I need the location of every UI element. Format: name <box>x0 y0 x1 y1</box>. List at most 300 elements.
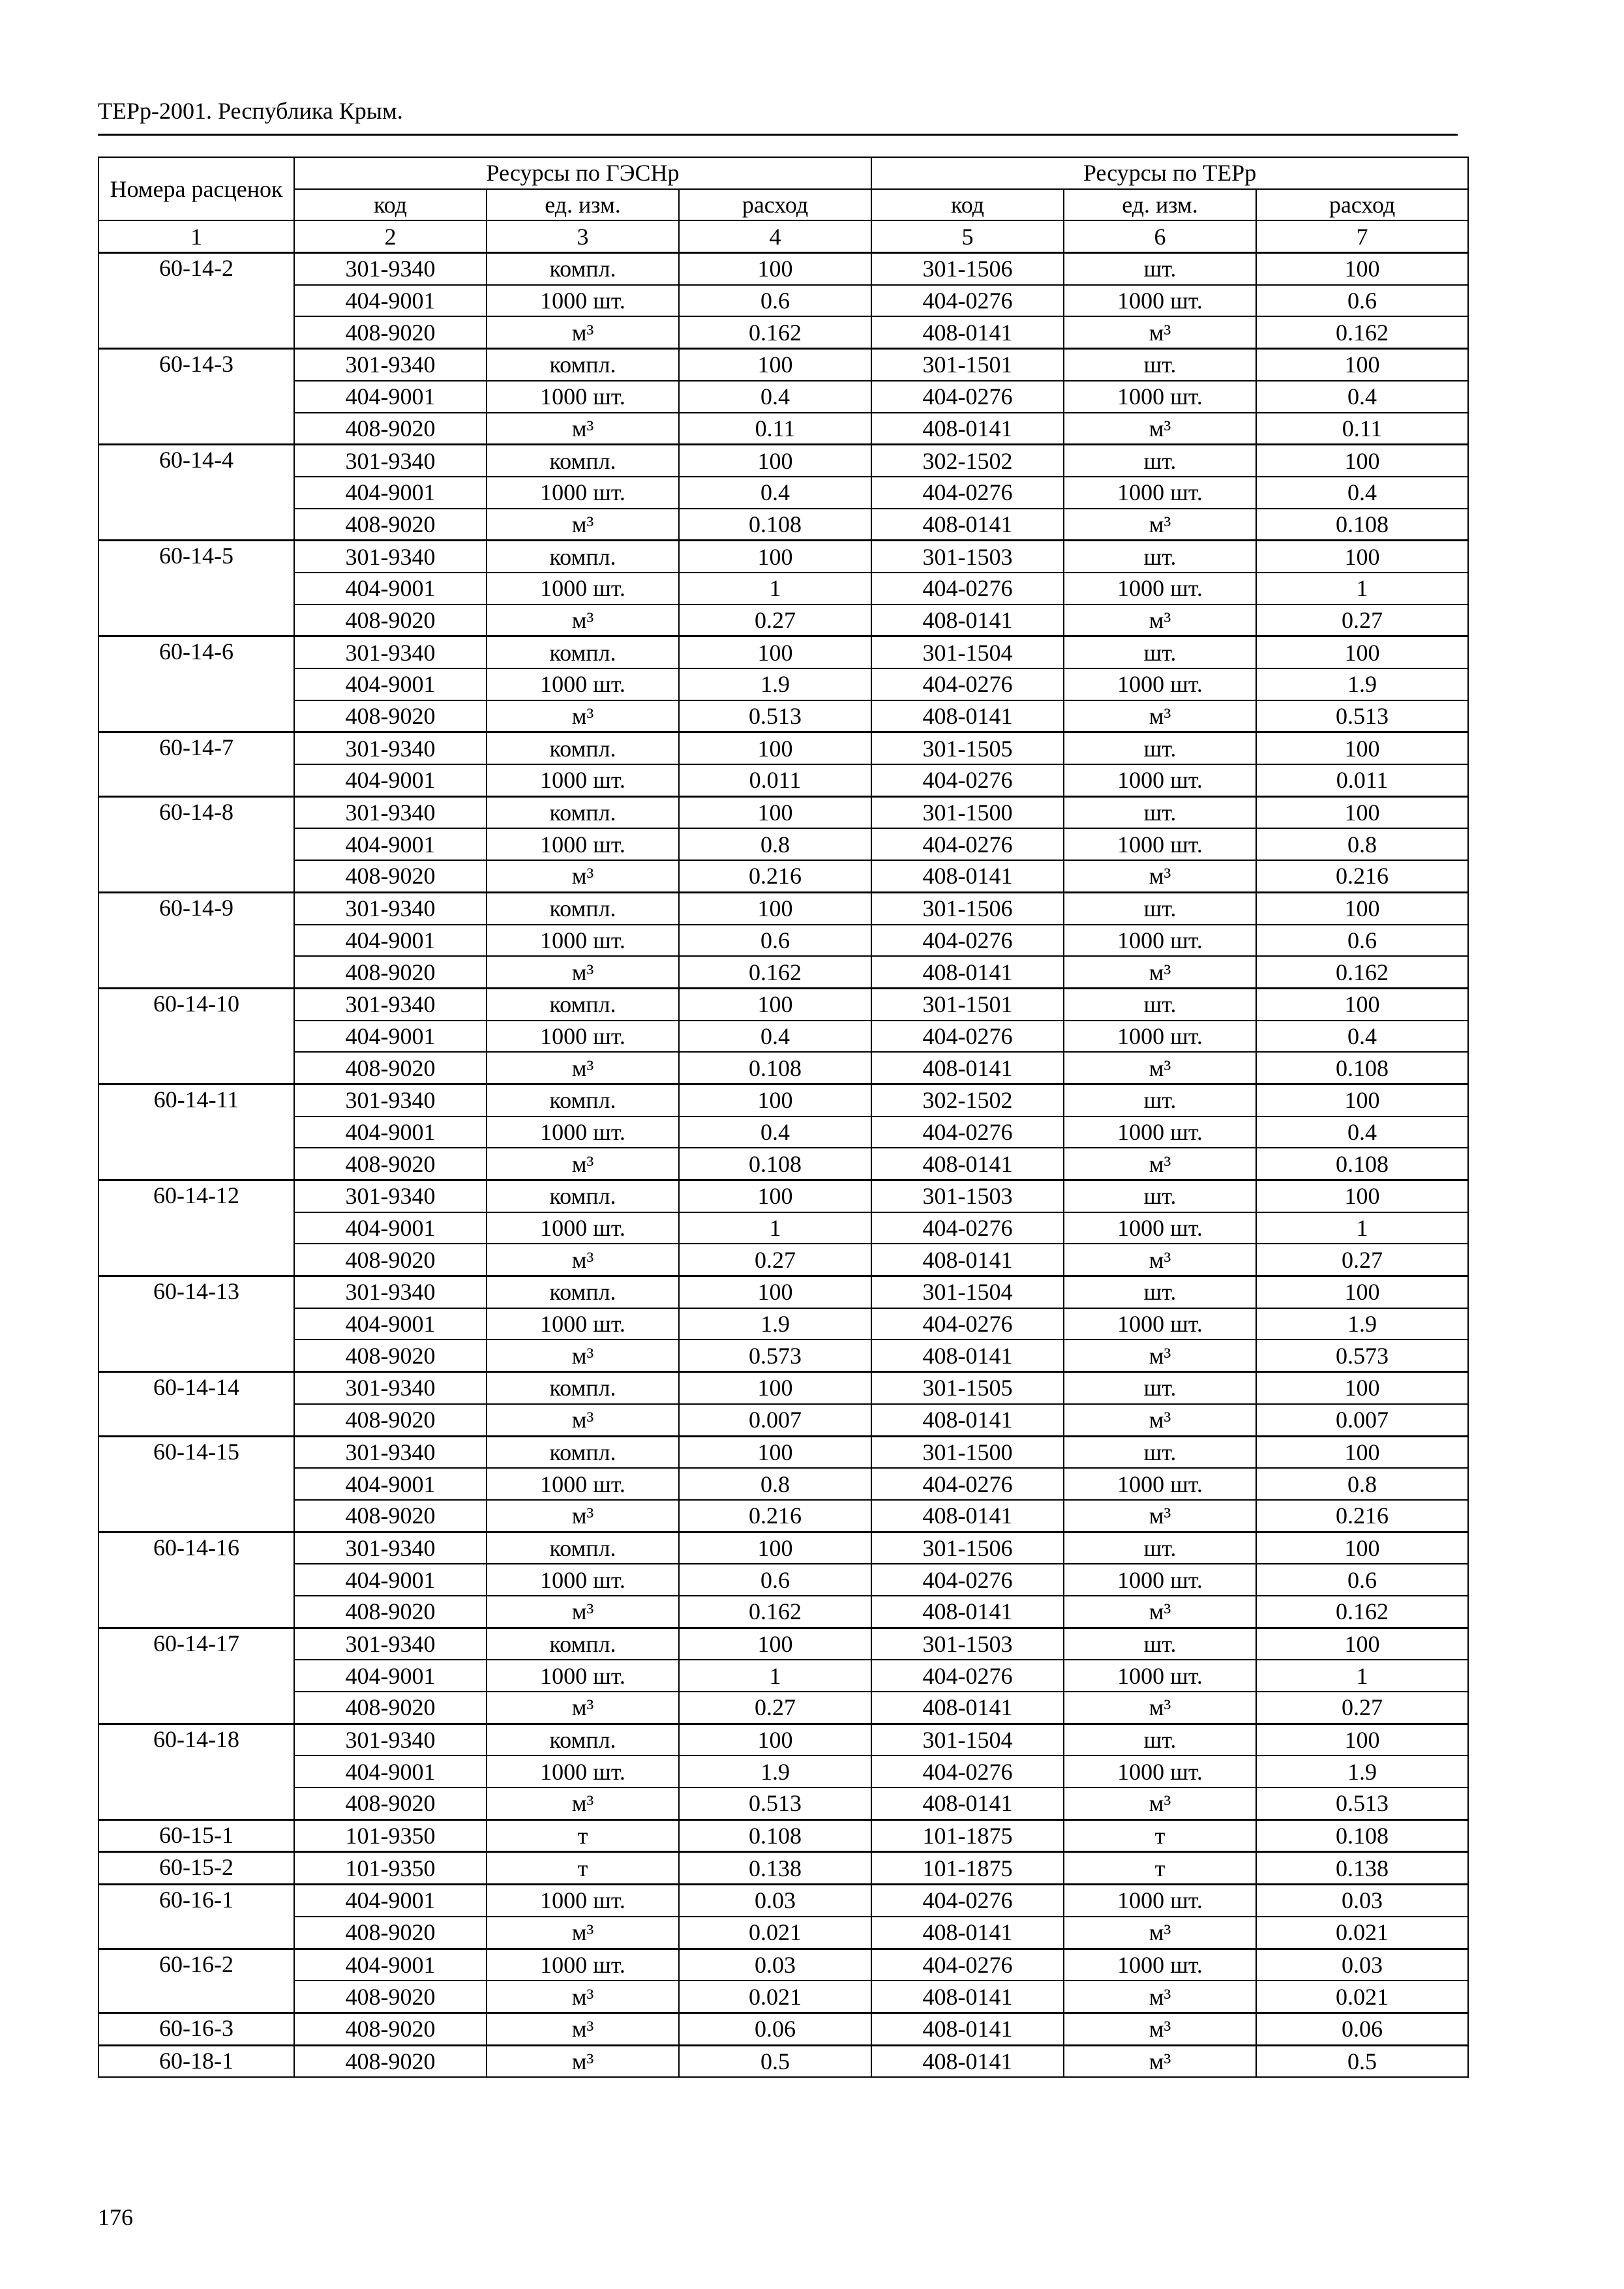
amount-gesn-cell: 0.6 <box>679 285 871 317</box>
rate-number-cell: 60-15-2 <box>98 1852 294 1885</box>
code-ter-cell: 302-1502 <box>871 445 1064 477</box>
header-amount-ter: расход <box>1256 189 1468 221</box>
unit-gesn-cell: м³ <box>487 605 679 636</box>
amount-gesn-cell: 0.162 <box>679 316 871 348</box>
table-row <box>98 1917 1468 1949</box>
code-ter-cell: 404-0276 <box>871 381 1064 413</box>
unit-gesn-cell: компл. <box>487 636 679 668</box>
code-ter-cell: 408-0141 <box>871 509 1064 541</box>
amount-ter-cell: 0.162 <box>1256 316 1468 348</box>
table-row <box>98 1148 1468 1180</box>
amount-ter-cell: 0.021 <box>1256 1981 1468 2012</box>
amount-gesn-cell: 0.216 <box>679 860 871 892</box>
rate-number-cell: 60-14-17 <box>98 1628 294 1724</box>
unit-gesn-cell: компл. <box>487 1084 679 1116</box>
code-ter-cell: 408-0141 <box>871 316 1064 348</box>
unit-gesn-cell: м³ <box>487 316 679 348</box>
amount-ter-cell: 0.27 <box>1256 605 1468 636</box>
amount-gesn-cell: 0.03 <box>679 1949 871 1981</box>
unit-ter-cell: шт. <box>1064 1724 1256 1756</box>
unit-ter-cell: м³ <box>1064 700 1256 732</box>
table-row <box>98 1852 1468 1885</box>
table-row <box>98 668 1468 700</box>
code-gesn-cell: 404-9001 <box>294 1468 487 1500</box>
column-number: 7 <box>1256 220 1468 252</box>
amount-ter-cell: 0.5 <box>1256 2045 1468 2077</box>
table-row <box>98 1308 1468 1340</box>
rate-number-cell: 60-18-1 <box>98 2045 294 2077</box>
code-gesn-cell: 301-9340 <box>294 1436 487 1468</box>
code-gesn-cell: 408-9020 <box>294 860 487 892</box>
amount-gesn-cell: 0.011 <box>679 764 871 796</box>
column-number: 4 <box>679 220 871 252</box>
unit-gesn-cell: компл. <box>487 349 679 381</box>
unit-ter-cell: шт. <box>1064 1180 1256 1212</box>
amount-gesn-cell: 100 <box>679 1084 871 1116</box>
unit-ter-cell: м³ <box>1064 956 1256 988</box>
amount-gesn-cell: 100 <box>679 1532 871 1564</box>
amount-ter-cell: 0.27 <box>1256 1692 1468 1724</box>
code-ter-cell: 301-1500 <box>871 1436 1064 1468</box>
unit-gesn-cell: 1000 шт. <box>487 1021 679 1053</box>
column-number: 1 <box>98 220 294 252</box>
code-ter-cell: 408-0141 <box>871 1500 1064 1532</box>
code-ter-cell: 301-1503 <box>871 1180 1064 1212</box>
code-gesn-cell: 408-9020 <box>294 1244 487 1276</box>
code-ter-cell: 408-0141 <box>871 1404 1064 1436</box>
unit-ter-cell: м³ <box>1064 1788 1256 1819</box>
code-ter-cell: 408-0141 <box>871 1981 1064 2012</box>
amount-ter-cell: 1 <box>1256 1660 1468 1692</box>
code-gesn-cell: 301-9340 <box>294 349 487 381</box>
amount-gesn-cell: 100 <box>679 636 871 668</box>
unit-gesn-cell: компл. <box>487 1436 679 1468</box>
unit-gesn-cell: компл. <box>487 541 679 573</box>
code-gesn-cell: 301-9340 <box>294 253 487 285</box>
rate-number-cell: 60-14-12 <box>98 1180 294 1276</box>
unit-gesn-cell: компл. <box>487 253 679 285</box>
code-gesn-cell: 408-9020 <box>294 1052 487 1084</box>
code-gesn-cell: 101-9350 <box>294 1819 487 1852</box>
amount-ter-cell: 100 <box>1256 892 1468 924</box>
code-ter-cell: 404-0276 <box>871 1949 1064 1981</box>
code-ter-cell: 408-0141 <box>871 1339 1064 1371</box>
code-ter-cell: 404-0276 <box>871 1116 1064 1148</box>
code-ter-cell: 404-0276 <box>871 828 1064 860</box>
amount-ter-cell: 0.27 <box>1256 1244 1468 1276</box>
amount-gesn-cell: 1 <box>679 573 871 605</box>
unit-gesn-cell: м³ <box>487 1339 679 1371</box>
code-ter-cell: 301-1506 <box>871 253 1064 285</box>
header-row-sub <box>98 189 1468 221</box>
table-row <box>98 1885 1468 1917</box>
code-ter-cell: 408-0141 <box>871 1244 1064 1276</box>
amount-ter-cell: 100 <box>1256 732 1468 764</box>
table-row <box>98 1628 1468 1660</box>
code-ter-cell: 404-0276 <box>871 925 1064 957</box>
unit-gesn-cell: 1000 шт. <box>487 573 679 605</box>
code-ter-cell: 301-1500 <box>871 796 1064 828</box>
amount-ter-cell: 0.007 <box>1256 1404 1468 1436</box>
column-number: 2 <box>294 220 487 252</box>
code-ter-cell: 408-0141 <box>871 1692 1064 1724</box>
unit-ter-cell: 1000 шт. <box>1064 477 1256 509</box>
unit-ter-cell: 1000 шт. <box>1064 1564 1256 1596</box>
table-row <box>98 1692 1468 1724</box>
amount-gesn-cell: 1.9 <box>679 668 871 700</box>
amount-ter-cell: 0.8 <box>1256 1468 1468 1500</box>
amount-gesn-cell: 0.4 <box>679 1116 871 1148</box>
table-row <box>98 541 1468 573</box>
table-row <box>98 925 1468 957</box>
amount-gesn-cell: 0.03 <box>679 1885 871 1917</box>
code-ter-cell: 408-0141 <box>871 700 1064 732</box>
unit-gesn-cell: м³ <box>487 1148 679 1180</box>
table-row <box>98 573 1468 605</box>
amount-gesn-cell: 100 <box>679 1724 871 1756</box>
code-ter-cell: 101-1875 <box>871 1819 1064 1852</box>
code-ter-cell: 404-0276 <box>871 1212 1064 1244</box>
unit-ter-cell: м³ <box>1064 1148 1256 1180</box>
amount-gesn-cell: 0.513 <box>679 1788 871 1819</box>
unit-gesn-cell: компл. <box>487 732 679 764</box>
code-gesn-cell: 408-9020 <box>294 1148 487 1180</box>
rate-number-cell: 60-16-2 <box>98 1949 294 2012</box>
unit-gesn-cell: компл. <box>487 1276 679 1308</box>
unit-ter-cell: м³ <box>1064 413 1256 445</box>
unit-ter-cell: 1000 шт. <box>1064 1468 1256 1500</box>
unit-ter-cell: шт. <box>1064 253 1256 285</box>
amount-ter-cell: 100 <box>1256 796 1468 828</box>
code-ter-cell: 301-1504 <box>871 636 1064 668</box>
rate-number-cell: 60-14-8 <box>98 796 294 892</box>
code-gesn-cell: 301-9340 <box>294 732 487 764</box>
table-head <box>98 157 1468 253</box>
code-ter-cell: 404-0276 <box>871 764 1064 796</box>
code-ter-cell: 404-0276 <box>871 1756 1064 1788</box>
table-row <box>98 1949 1468 1981</box>
amount-ter-cell: 0.108 <box>1256 1052 1468 1084</box>
unit-gesn-cell: т <box>487 1819 679 1852</box>
table-row <box>98 413 1468 445</box>
amount-gesn-cell: 1.9 <box>679 1308 871 1340</box>
table-row <box>98 796 1468 828</box>
amount-ter-cell: 0.108 <box>1256 1148 1468 1180</box>
code-gesn-cell: 408-9020 <box>294 605 487 636</box>
code-gesn-cell: 408-9020 <box>294 2045 487 2077</box>
amount-ter-cell: 0.03 <box>1256 1885 1468 1917</box>
amount-ter-cell: 100 <box>1256 1084 1468 1116</box>
code-gesn-cell: 301-9340 <box>294 988 487 1020</box>
rate-number-cell: 60-14-18 <box>98 1724 294 1819</box>
table-row <box>98 1212 1468 1244</box>
unit-gesn-cell: компл. <box>487 1532 679 1564</box>
unit-ter-cell: шт. <box>1064 445 1256 477</box>
code-ter-cell: 404-0276 <box>871 1021 1064 1053</box>
code-gesn-cell: 408-9020 <box>294 1404 487 1436</box>
rate-number-cell: 60-16-1 <box>98 1885 294 1949</box>
amount-gesn-cell: 0.4 <box>679 477 871 509</box>
code-gesn-cell: 301-9340 <box>294 1628 487 1660</box>
code-gesn-cell: 408-9020 <box>294 1500 487 1532</box>
unit-gesn-cell: м³ <box>487 1692 679 1724</box>
amount-ter-cell: 0.011 <box>1256 764 1468 796</box>
code-ter-cell: 408-0141 <box>871 1917 1064 1949</box>
rate-number-cell: 60-14-7 <box>98 732 294 796</box>
code-gesn-cell: 404-9001 <box>294 573 487 605</box>
code-gesn-cell: 301-9340 <box>294 541 487 573</box>
table-row <box>98 860 1468 892</box>
amount-gesn-cell: 0.27 <box>679 1692 871 1724</box>
unit-gesn-cell: 1000 шт. <box>487 828 679 860</box>
amount-gesn-cell: 1.9 <box>679 1756 871 1788</box>
unit-ter-cell: 1000 шт. <box>1064 1949 1256 1981</box>
table-row <box>98 1244 1468 1276</box>
amount-gesn-cell: 0.11 <box>679 413 871 445</box>
amount-ter-cell: 0.162 <box>1256 956 1468 988</box>
code-ter-cell: 404-0276 <box>871 1564 1064 1596</box>
amount-gesn-cell: 100 <box>679 1372 871 1404</box>
table-row <box>98 1052 1468 1084</box>
rate-number-cell: 60-14-4 <box>98 445 294 541</box>
code-gesn-cell: 301-9340 <box>294 796 487 828</box>
unit-ter-cell: м³ <box>1064 860 1256 892</box>
unit-gesn-cell: 1000 шт. <box>487 1116 679 1148</box>
unit-ter-cell: шт. <box>1064 1436 1256 1468</box>
amount-ter-cell: 100 <box>1256 445 1468 477</box>
unit-ter-cell: м³ <box>1064 1500 1256 1532</box>
code-ter-cell: 404-0276 <box>871 477 1064 509</box>
table-row <box>98 605 1468 636</box>
amount-ter-cell: 0.216 <box>1256 860 1468 892</box>
unit-ter-cell: м³ <box>1064 2045 1256 2077</box>
table-row <box>98 1596 1468 1628</box>
unit-ter-cell: шт. <box>1064 796 1256 828</box>
code-ter-cell: 301-1504 <box>871 1724 1064 1756</box>
header-unit-gesn: ед. изм. <box>487 189 679 221</box>
code-gesn-cell: 408-9020 <box>294 1917 487 1949</box>
unit-ter-cell: шт. <box>1064 1372 1256 1404</box>
unit-gesn-cell: м³ <box>487 2012 679 2045</box>
unit-ter-cell: шт. <box>1064 636 1256 668</box>
unit-gesn-cell: 1000 шт. <box>487 381 679 413</box>
unit-gesn-cell: м³ <box>487 1917 679 1949</box>
table-row <box>98 700 1468 732</box>
amount-gesn-cell: 100 <box>679 1276 871 1308</box>
unit-ter-cell: 1000 шт. <box>1064 381 1256 413</box>
unit-ter-cell: м³ <box>1064 1981 1256 2012</box>
unit-ter-cell: 1000 шт. <box>1064 668 1256 700</box>
table-row <box>98 1500 1468 1532</box>
unit-gesn-cell: т <box>487 1852 679 1885</box>
code-gesn-cell: 301-9340 <box>294 1372 487 1404</box>
code-ter-cell: 301-1505 <box>871 732 1064 764</box>
code-ter-cell: 301-1503 <box>871 1628 1064 1660</box>
amount-gesn-cell: 100 <box>679 1436 871 1468</box>
code-ter-cell: 404-0276 <box>871 668 1064 700</box>
code-gesn-cell: 408-9020 <box>294 700 487 732</box>
amount-gesn-cell: 0.162 <box>679 1596 871 1628</box>
amount-gesn-cell: 100 <box>679 349 871 381</box>
amount-ter-cell: 0.108 <box>1256 509 1468 541</box>
unit-ter-cell: 1000 шт. <box>1064 573 1256 605</box>
amount-ter-cell: 0.06 <box>1256 2012 1468 2045</box>
code-ter-cell: 408-0141 <box>871 2045 1064 2077</box>
unit-ter-cell: 1000 шт. <box>1064 285 1256 317</box>
code-ter-cell: 404-0276 <box>871 1660 1064 1692</box>
unit-gesn-cell: 1000 шт. <box>487 925 679 957</box>
code-gesn-cell: 404-9001 <box>294 1949 487 1981</box>
unit-ter-cell: 1000 шт. <box>1064 1660 1256 1692</box>
table-row <box>98 1084 1468 1116</box>
amount-gesn-cell: 0.4 <box>679 381 871 413</box>
amount-ter-cell: 1.9 <box>1256 668 1468 700</box>
amount-gesn-cell: 0.138 <box>679 1852 871 1885</box>
amount-ter-cell: 0.4 <box>1256 1021 1468 1053</box>
unit-gesn-cell: м³ <box>487 1052 679 1084</box>
table-row <box>98 1276 1468 1308</box>
table-row <box>98 636 1468 668</box>
resources-table <box>98 157 1469 2078</box>
code-ter-cell: 302-1502 <box>871 1084 1064 1116</box>
unit-ter-cell: шт. <box>1064 349 1256 381</box>
unit-gesn-cell: м³ <box>487 1500 679 1532</box>
amount-gesn-cell: 100 <box>679 1180 871 1212</box>
code-gesn-cell: 404-9001 <box>294 828 487 860</box>
table-row <box>98 1981 1468 2012</box>
unit-ter-cell: 1000 шт. <box>1064 828 1256 860</box>
amount-gesn-cell: 0.6 <box>679 1564 871 1596</box>
amount-gesn-cell: 1 <box>679 1212 871 1244</box>
code-ter-cell: 408-0141 <box>871 1596 1064 1628</box>
code-gesn-cell: 404-9001 <box>294 285 487 317</box>
unit-ter-cell: шт. <box>1064 1276 1256 1308</box>
code-ter-cell: 408-0141 <box>871 2012 1064 2045</box>
table-row <box>98 477 1468 509</box>
table-row <box>98 732 1468 764</box>
table-row <box>98 1468 1468 1500</box>
code-ter-cell: 408-0141 <box>871 1148 1064 1180</box>
code-gesn-cell: 404-9001 <box>294 1660 487 1692</box>
unit-ter-cell: 1000 шт. <box>1064 1021 1256 1053</box>
code-ter-cell: 301-1501 <box>871 988 1064 1020</box>
amount-ter-cell: 100 <box>1256 636 1468 668</box>
code-ter-cell: 301-1506 <box>871 1532 1064 1564</box>
code-gesn-cell: 408-9020 <box>294 1339 487 1371</box>
code-gesn-cell: 408-9020 <box>294 509 487 541</box>
amount-ter-cell: 1 <box>1256 573 1468 605</box>
unit-ter-cell: м³ <box>1064 316 1256 348</box>
table-row <box>98 1021 1468 1053</box>
code-ter-cell: 404-0276 <box>871 285 1064 317</box>
code-gesn-cell: 408-9020 <box>294 2012 487 2045</box>
code-gesn-cell: 404-9001 <box>294 1116 487 1148</box>
header-unit-ter: ед. изм. <box>1064 189 1256 221</box>
unit-ter-cell: т <box>1064 1852 1256 1885</box>
amount-gesn-cell: 0.06 <box>679 2012 871 2045</box>
code-gesn-cell: 404-9001 <box>294 668 487 700</box>
amount-gesn-cell: 100 <box>679 1628 871 1660</box>
table-row <box>98 381 1468 413</box>
table-row <box>98 316 1468 348</box>
unit-gesn-cell: 1000 шт. <box>487 1308 679 1340</box>
unit-gesn-cell: компл. <box>487 796 679 828</box>
code-gesn-cell: 301-9340 <box>294 1532 487 1564</box>
header-row-numbers <box>98 220 1468 252</box>
amount-ter-cell: 100 <box>1256 1724 1468 1756</box>
code-gesn-cell: 404-9001 <box>294 381 487 413</box>
amount-gesn-cell: 0.021 <box>679 1981 871 2012</box>
amount-gesn-cell: 100 <box>679 732 871 764</box>
amount-gesn-cell: 0.4 <box>679 1021 871 1053</box>
code-gesn-cell: 408-9020 <box>294 316 487 348</box>
code-ter-cell: 301-1501 <box>871 349 1064 381</box>
amount-gesn-cell: 0.108 <box>679 509 871 541</box>
code-ter-cell: 404-0276 <box>871 1308 1064 1340</box>
table-row <box>98 1756 1468 1788</box>
unit-ter-cell: м³ <box>1064 605 1256 636</box>
unit-gesn-cell: компл. <box>487 1628 679 1660</box>
table-row <box>98 349 1468 381</box>
amount-ter-cell: 100 <box>1256 1628 1468 1660</box>
rate-number-cell: 60-15-1 <box>98 1819 294 1852</box>
code-ter-cell: 404-0276 <box>871 1468 1064 1500</box>
amount-gesn-cell: 100 <box>679 253 871 285</box>
header-amount-gesn: расход <box>679 189 871 221</box>
code-gesn-cell: 408-9020 <box>294 1692 487 1724</box>
code-gesn-cell: 301-9340 <box>294 1724 487 1756</box>
unit-ter-cell: шт. <box>1064 732 1256 764</box>
code-gesn-cell: 404-9001 <box>294 1021 487 1053</box>
amount-gesn-cell: 0.8 <box>679 828 871 860</box>
table-row <box>98 1564 1468 1596</box>
unit-ter-cell: м³ <box>1064 1917 1256 1949</box>
code-gesn-cell: 301-9340 <box>294 445 487 477</box>
amount-ter-cell: 1 <box>1256 1212 1468 1244</box>
code-ter-cell: 301-1506 <box>871 892 1064 924</box>
unit-ter-cell: 1000 шт. <box>1064 764 1256 796</box>
code-ter-cell: 301-1504 <box>871 1276 1064 1308</box>
unit-gesn-cell: компл. <box>487 445 679 477</box>
amount-ter-cell: 0.4 <box>1256 1116 1468 1148</box>
amount-gesn-cell: 1 <box>679 1660 871 1692</box>
unit-ter-cell: т <box>1064 1819 1256 1852</box>
header-group-ter: Ресурсы по ТЕРр <box>871 157 1468 189</box>
unit-gesn-cell: компл. <box>487 1372 679 1404</box>
unit-gesn-cell: м³ <box>487 860 679 892</box>
amount-ter-cell: 0.513 <box>1256 1788 1468 1819</box>
code-gesn-cell: 408-9020 <box>294 413 487 445</box>
unit-gesn-cell: 1000 шт. <box>487 764 679 796</box>
unit-ter-cell: м³ <box>1064 2012 1256 2045</box>
header-rates-label: Номера расценок <box>110 175 283 202</box>
table-row <box>98 956 1468 988</box>
unit-gesn-cell: 1000 шт. <box>487 1564 679 1596</box>
table-row <box>98 2045 1468 2077</box>
amount-gesn-cell: 100 <box>679 445 871 477</box>
header-rates <box>98 157 294 220</box>
unit-gesn-cell: 1000 шт. <box>487 1212 679 1244</box>
table-row <box>98 1116 1468 1148</box>
rate-number-cell: 60-14-11 <box>98 1084 294 1180</box>
code-ter-cell: 404-0276 <box>871 573 1064 605</box>
amount-gesn-cell: 0.27 <box>679 1244 871 1276</box>
rate-number-cell: 60-14-6 <box>98 636 294 732</box>
rate-number-cell: 60-14-5 <box>98 541 294 636</box>
amount-gesn-cell: 0.108 <box>679 1148 871 1180</box>
rate-number-cell: 60-14-14 <box>98 1372 294 1436</box>
amount-gesn-cell: 0.513 <box>679 700 871 732</box>
